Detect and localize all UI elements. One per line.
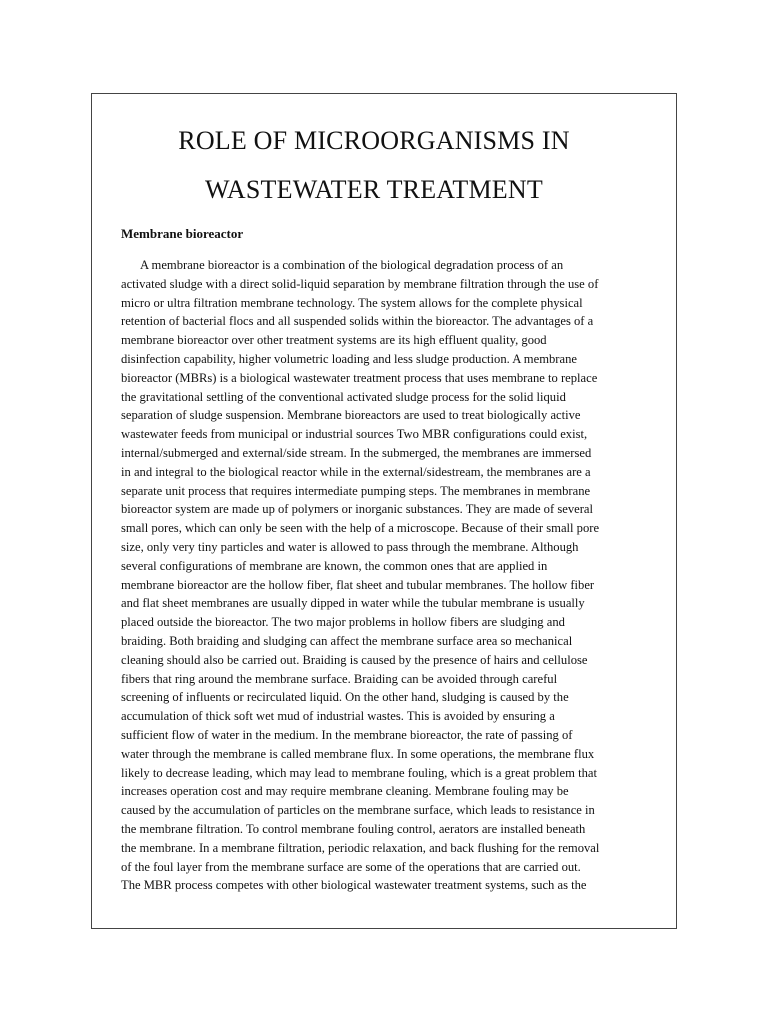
body-line: increases operation cost and may require membrane cleaning. Membrane fouling may be xyxy=(121,784,569,799)
document-title-line-1: ROLE OF MICROORGANISMS IN xyxy=(178,126,570,155)
section-heading: Membrane bioreactor xyxy=(121,226,244,241)
body-line: accumulation of thick soft wet mud of industrial wastes. This is avoided by ensuring a xyxy=(121,709,555,724)
body-line: size, only very tiny particles and water is allowed to pass through the membrane. Although xyxy=(121,539,579,554)
body-line: internal/submerged and external/side stream. In the submerged, the membranes are immersed xyxy=(121,445,592,460)
body-line: separate unit process that requires intermediate pumping steps. The membranes in membrane xyxy=(121,483,591,498)
body-line: separation of sludge suspension. Membrane bioreactors are used to treat biologically active xyxy=(121,408,581,423)
body-line: likely to decrease leading, which may lead to membrane fouling, which is a great problem that xyxy=(121,765,597,780)
body-line: sufficient flow of water in the medium. In the membrane bioreactor, the rate of passing of xyxy=(121,727,573,742)
body-line: placed outside the bioreactor. The two major problems in hollow fibers are sludging and xyxy=(121,615,565,630)
body-line: of the foul layer from the membrane surface are some of the operations that are carried out. xyxy=(121,859,581,874)
body-line: cleaning should also be carried out. Braiding is caused by the presence of hairs and cellulose xyxy=(121,652,588,667)
body-line: the gravitational settling of the conventional activated sludge process for the solid liquid xyxy=(121,389,566,404)
body-line: several configurations of membrane are known, the common ones that are applied in xyxy=(121,558,548,573)
document-title-line-2: WASTEWATER TREATMENT xyxy=(205,175,543,204)
body-line: wastewater feeds from municipal or industrial sources Two MBR configurations could exist, xyxy=(121,427,588,442)
body-line: The MBR process competes with other biological wastewater treatment systems, such as the xyxy=(121,878,587,893)
body-line: bioreactor system are made up of polymers or inorganic substances. They are made of several xyxy=(121,502,593,517)
body-line: water through the membrane is called membrane flux. In some operations, the membrane flux xyxy=(121,746,595,761)
body-line: disinfection capability, higher volumetric loading and less sludge production. A membrane xyxy=(121,351,577,366)
body-line: braiding. Both braiding and sludging can affect the membrane surface area so mechanical xyxy=(121,633,573,648)
body-line: activated sludge with a direct solid-liquid separation by membrane filtration through the use of xyxy=(121,276,599,291)
body-line: micro or ultra filtration membrane technology. The system allows for the complete physical xyxy=(121,295,583,310)
body-line: bioreactor (MBRs) is a biological wastewater treatment process that uses membrane to replace xyxy=(121,370,598,385)
body-line: small pores, which can only be seen with the help of a microscope. Because of their small pore xyxy=(121,521,600,536)
body-line: caused by the accumulation of particles on the membrane surface, which leads to resistance in xyxy=(121,803,595,818)
body-line: membrane bioreactor are the hollow fiber, flat sheet and tubular membranes. The hollow fiber xyxy=(121,577,595,592)
body-paragraph xyxy=(121,256,661,895)
body-line: fibers that ring around the membrane surface. Braiding can be avoided through careful xyxy=(121,671,558,686)
body-line: in and integral to the biological reactor while in the external/sidestream, the membranes are a xyxy=(121,464,591,479)
body-line: A membrane bioreactor is a combination of the biological degradation process of an xyxy=(140,258,564,272)
body-line: and flat sheet membranes are usually dipped in water while the tubular membrane is usually xyxy=(121,596,585,611)
body-line: the membrane filtration. To control membrane fouling control, aerators are installed beneath xyxy=(121,821,586,836)
body-line: membrane bioreactor over other treatment systems are its high effluent quality, good xyxy=(121,333,547,348)
body-line: retention of bacterial flocs and all suspended solids within the bioreactor. The advantages of a xyxy=(121,314,594,329)
body-line: the membrane. In a membrane filtration, periodic relaxation, and back flushing for the removal xyxy=(121,840,600,855)
body-line: screening of influents or recirculated liquid. On the other hand, sludging is caused by the xyxy=(121,690,569,705)
